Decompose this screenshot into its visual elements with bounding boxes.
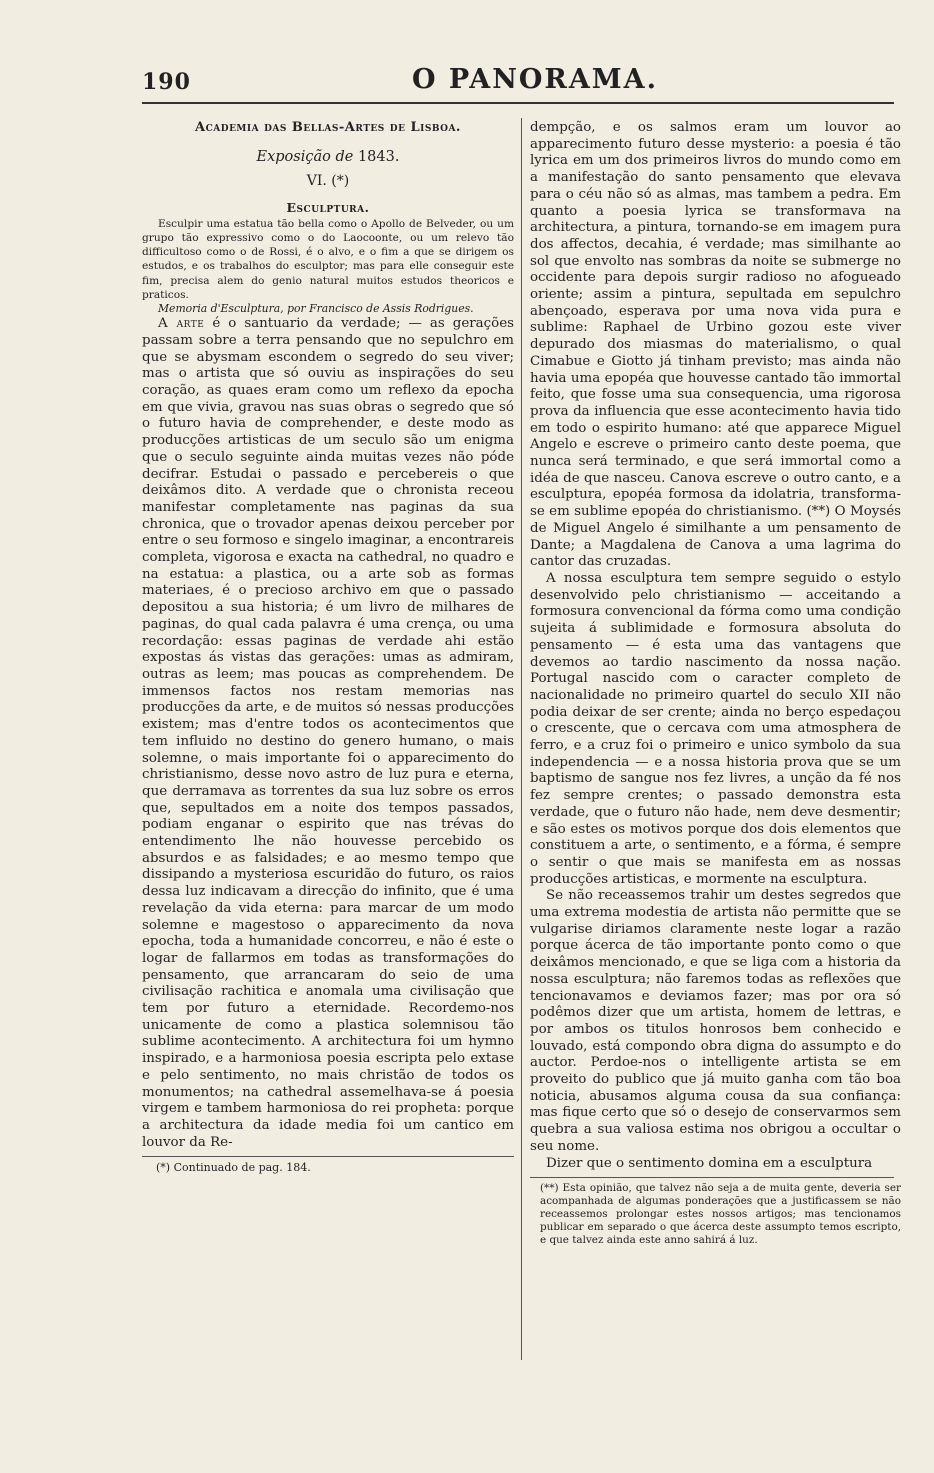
footnote-rule-right [530, 1177, 894, 1178]
footnote-rule-left [142, 1156, 514, 1157]
page-header [142, 64, 894, 100]
body-paragraph-2: A nossa esculptura tem sempre seguido o estylo desenvolvido pelo christianismo — acceitando a formosura convencional da fórma como uma condição sujeita á sublimidade e formosura absoluta do pensamento — é esta uma das vantagens que devemos ao tardio nascimento da nossa nação. Portugal nascido com o caracter completo de nacionalidade no primeiro quartel do seculo XII não podia deixar de ser crente; ainda no berço espedaçou o crescente, que o cercava com uma atmosphera de ferro, e a cruz foi o primeiro e unico symbolo da sua independencia — e a nossa historia prova que se um baptismo de sangue nos fez livres, a unção da fé nos fez sempre crentes; o passado demonstra esta verdade, que o futuro não hade, nem deve desmentir; e são estes os motivos porque dos dois elementos que constituem a arte, o sentimento, e a fórma, é sempre o sentir o que mais se manifesta em as nossas producções artisticas, e mormente na esculptura. [530, 570, 901, 887]
subheading-year: 1843. [357, 148, 400, 165]
page-number: 190 [142, 69, 191, 95]
publication-title: O PANORAMA. [412, 64, 659, 95]
section-topic: Esculptura. [286, 200, 370, 216]
right-column [530, 120, 901, 1247]
body-text-left: é o santuario da verdade; — as gerações passam sobre a terra pensando que no sepulchro em que se abysmam escondem o segredo do seu viver; mas o artista que só ouviu as inspirações do seu coração, as quaes eram como um reflexo da epocha em que vivia, gravou nas suas obras o segredo que só o futuro havia de comprehender, e deste modo as producções artisticas de um seculo são um enigma que o seculo seguinte ainda muitas vezes não póde decifrar. Estudai o passado e percebereis o que deixâmos dito. A verdade que o chronista receou manifestar completamente nas paginas da sua chronica, que o trovador apenas deixou perceber por entre o seu formoso e singelo imaginar, a encontrareis completa, vigorosa e exacta na cathedral, no quadro e na estatua: a plastica, ou a arte sob as formas materiaes, é o precioso archivo em que o passado depositou a sua historia; é um livro de milhares de paginas, do qual cada palavra é uma crença, ou uma recordação: essas paginas de verdade ahi estão expostas ás vistas das gerações: umas as admiram, outras as leem; mas poucas as comprehendem. De immensos factos nos restam memorias nas producções da arte, e de muitos só nessas producções existem; mas d'entre todos os acontecimentos que tem influido no destino do genero humano, o mais solemne, o mais importante foi o apparecimento do christianismo, desse novo astro de luz pura e eterna, que derramava as torrentes da sua luz sobre os erros que, sepultados em a noite dos tempos passados, podiam enganar o espirito que nas trévas do entendimento lhe não houvesse percebido os absurdos e as falsidades; e ao mesmo tempo que dissipando a mysteriosa escuridão do futuro, os raios dessa luz indicavam a direcção do infinito, que é uma revelação da vida eterna: para marcar de um modo solemne e magestoso o apparecimento da nova epocha, toda a humanidade concorreu, e não é este o logar de fallarmos em todas as transformações do pensamento, que arrancaram do seio de uma civilisação rachitica e anomala uma civilisação que tem por futuro a eternidade. Recordemo-nos unicamente de como a plastica solemnisou tão sublime acontecimento. A architectura foi um hymno inspirado, e a harmoniosa poesia escripta pelo extase e pelo sentimento, no mais christão de todos os monumentos; na cathedral assemelhava-se á poesia virgem e tambem harmoniosa do rei propheta: porque a architectura da idade media foi um cantico em louvor da Re- [142, 316, 514, 1150]
column-divider [521, 118, 522, 1360]
body-paragraph-3: Se não receassemos trahir um destes segredos que uma extrema modestia de artista não permitte que se vulgarise diriamos claramente neste logar a razão porque ácerca de tão importante ponto como o que deixâmos mencionado, e que se liga com a historia da nossa esculptura; não faremos todas as reflexões que tencionavamos e deviamos fazer; mas por ora só podêmos dizer que um artista, homem de lettras, e por ambos os titulos honrosos bem conhecido e louvado, está compondo obra digna do assumpto e do auctor. Perdoe-nos o intelligente artista se em proveito do publico que já muito ganha com tão boa noticia, abusamos alguma cousa da sua confiança: mas fique certo que só o desejo de conservarmos sem quebra a sua valiosa estima nos obrigou a occultar o seu nome. [530, 888, 901, 1154]
epigraph-source: Memoria d'Esculptura, por Francisco de Assis Rodrigues. [158, 302, 474, 316]
footnote-left: (*) Continuado de pag. 184. [156, 1161, 311, 1175]
epigraph: Esculpir uma estatua tão bella como o Apollo de Belveder, ou um grupo tão expressivo como o do Laocoonte, ou um relevo tão difficultoso como o de Rossi, é o alvo, e o fim a que se dirigem os estudos, e os trabalhos do esculptor; mas para elle conseguir este fim, precisa alem do genio natural muitos estudos theoricos e praticos. [142, 217, 514, 301]
body-paragraph-continued: dempção, e os salmos eram um louvor ao apparecimento futuro desse mysterio: a poesia é tão lyrica em um dos primeiros livros do mundo como em a manifestação do santo pensamento que elevava para o céu não só as almas, mas tambem a pedra. Em quanto a poesia lyrica se transformava na architectura, a pintura, tornando-se em imagem pura dos affectos, decahia, é verdade; mas similhante ao sol que envolto nas sombras da noite se submerge no occidente para depois surgir radioso no afogueado oriente; assim a pintura, sepultada em sepulchro abençoado, esperava por uma nova vida pura e sublime: Raphael de Urbino gozou este viver depurado dos miasmas do materialismo, o qual Cimabue e Giotto já tinham previsto; mas ainda não havia uma epopéa que houvesse cantado tão immortal feito, que fosse uma sua consequencia, uma rigorosa prova da influencia que esse acontecimento havia tido em todo o espirito humano: até que apparece Miguel Angelo e escreve o primeiro canto deste poema, que nunca será terminado, e que será immortal como a idéa de que nasceu. Canova escreve o outro canto, e a esculptura, epopéa formosa da idolatria, transforma-se em sublime epopéa do christianismo. (**) O Moysés de Miguel Angelo é similhante a um pensamento de Dante; a Magdalena de Canova a uma lagrima do cantor das cruzadas. [530, 120, 901, 570]
left-column [142, 120, 514, 1174]
article-heading: Academia das Bellas-Artes de Lisboa. [195, 120, 461, 135]
lead-words: A arte [158, 316, 205, 332]
subheading-prefix: Exposição de [256, 148, 354, 165]
section-number: VI. (*) [306, 173, 350, 190]
body-paragraph-4: Dizer que o sentimento domina em a esculptura [546, 1155, 873, 1171]
body-paragraph-1 [142, 316, 514, 1151]
header-rule [142, 102, 894, 104]
footnote-right: (**) Esta opinião, que talvez não seja a de muita gente, deveria ser acompanhada de algumas ponderações que a justificassem se não receassemos prolongar estes nossos artigos; mas tencionamos publicar em separado o que ácerca deste assumpto temos escripto, e que talvez ainda este anno sahirá á luz. [540, 1182, 901, 1247]
article-subheading [142, 149, 514, 166]
